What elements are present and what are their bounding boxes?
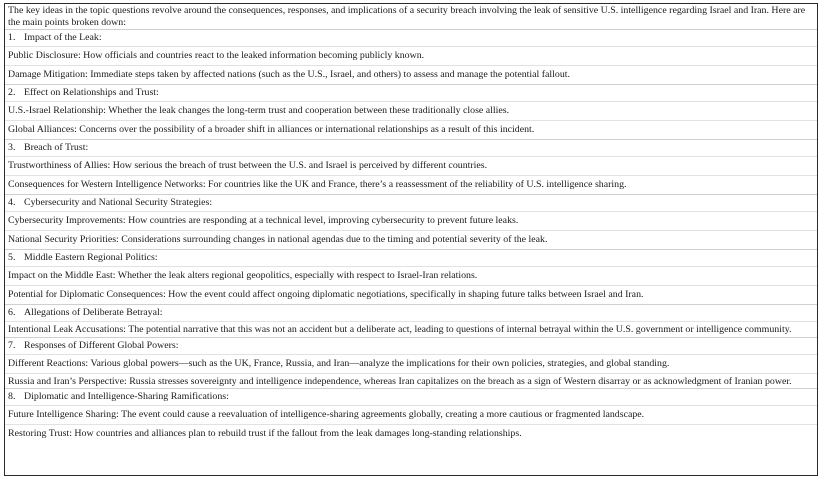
section-heading bbox=[5, 194, 817, 211]
list-item: Consequences for Western Intelligence Networks: For countries like the UK and France, there’s a reassessment of the reliability of U.S. intelligence sharing. bbox=[5, 175, 817, 194]
section-number: 7. bbox=[8, 339, 16, 351]
section-title: Middle Eastern Regional Politics: bbox=[24, 252, 158, 263]
section-number: 1. bbox=[8, 32, 16, 43]
section-number: 2. bbox=[8, 87, 16, 98]
list-item: Future Intelligence Sharing: The event could cause a reevaluation of intelligence-sharing agreements globally, creating a more cautious or fragmented landscape. bbox=[5, 405, 817, 424]
section-number: 5. bbox=[8, 252, 16, 263]
list-item: National Security Priorities: Considerations surrounding changes in national agendas due to the timing and potential severity of the leak. bbox=[5, 230, 817, 249]
section-heading bbox=[5, 139, 817, 156]
intro-paragraph: The key ideas in the topic questions revolve around the consequences, responses, and implications of a security breach involving the leak of sensitive U.S. intelligence regarding Israel and Iran. Here are the main points broken down: bbox=[8, 5, 806, 28]
section-heading bbox=[5, 84, 817, 101]
list-item: Impact on the Middle East: Whether the leak alters regional geopolitics, especially with respect to Israel-Iran relations. bbox=[5, 266, 817, 285]
list-item: Restoring Trust: How countries and alliances plan to rebuild trust if the fallout from the leak damages long-standing relationships. bbox=[5, 424, 817, 443]
section-title: Effect on Relationships and Trust: bbox=[24, 87, 159, 98]
list-item: Different Reactions: Various global powers—such as the UK, France, Russia, and Iran—analyze the implications for their own policies, strategies, and global standing. bbox=[5, 354, 817, 373]
section-number: 4. bbox=[8, 197, 16, 208]
section-title: Diplomatic and Intelligence-Sharing Ramifications: bbox=[24, 391, 229, 402]
section-title: Cybersecurity and National Security Strategies: bbox=[24, 197, 213, 208]
document-table bbox=[4, 3, 818, 476]
list-item: Damage Mitigation: Immediate steps taken by affected nations (such as the U.S., Israel, and others) to assess and manage the potential fallout. bbox=[5, 65, 817, 84]
list-item: U.S.-Israel Relationship: Whether the leak changes the long-term trust and cooperation between these traditionally close allies. bbox=[5, 101, 817, 120]
section-heading bbox=[5, 388, 817, 405]
section-number: 3. bbox=[8, 142, 16, 153]
section-title: Allegations of Deliberate Betrayal: bbox=[24, 307, 163, 318]
section-number: 6. bbox=[8, 307, 16, 318]
list-item: Cybersecurity Improvements: How countries are responding at a technical level, improving cybersecurity to prevent future leaks. bbox=[5, 211, 817, 230]
section-title: Responses of Different Global Powers: bbox=[24, 339, 179, 351]
section-heading bbox=[5, 337, 817, 354]
section-title: Breach of Trust: bbox=[24, 142, 89, 153]
section-title: Impact of the Leak: bbox=[24, 32, 102, 43]
section-number: 8. bbox=[8, 391, 16, 402]
list-item: Russia and Iran’s Perspective: Russia stresses sovereignty and intelligence independence, whereas Iran capitalizes on the breach as a sign of Western disarray or as acknowledgment of Iranian power. bbox=[5, 373, 817, 389]
list-item: Global Alliances: Concerns over the possibility of a broader shift in alliances or international relationships as a result of this incident. bbox=[5, 120, 817, 139]
list-item: Trustworthiness of Allies: How serious the breach of trust between the U.S. and Israel is perceived by different countries. bbox=[5, 156, 817, 175]
section-heading bbox=[5, 249, 817, 266]
section-heading bbox=[5, 29, 817, 46]
list-item: Potential for Diplomatic Consequences: How the event could affect ongoing diplomatic negotiations, specifically in shaping future talks between Israel and Iran. bbox=[5, 285, 817, 304]
list-item: Intentional Leak Accusations: The potential narrative that this was not an accident but a deliberate act, leading to questions of internal betrayal within the U.S. government or intelligence community. bbox=[5, 321, 817, 337]
section-heading bbox=[5, 304, 817, 321]
list-item: Public Disclosure: How officials and countries react to the leaked information becoming publicly known. bbox=[5, 46, 817, 65]
